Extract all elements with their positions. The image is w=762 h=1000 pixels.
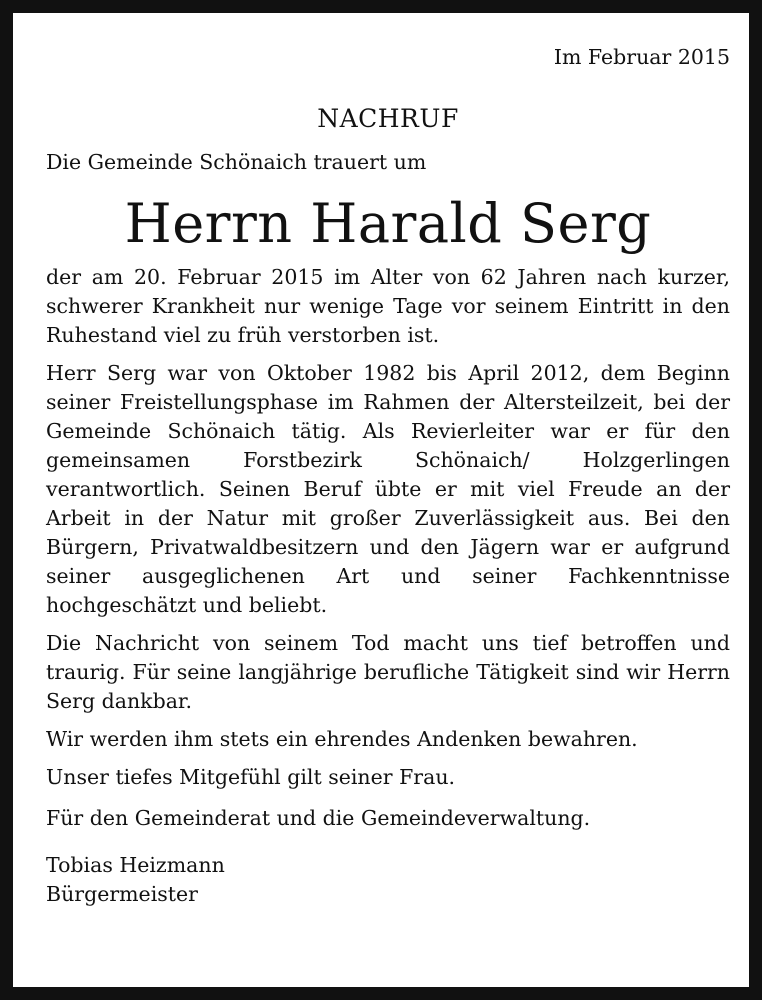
- obituary-content: [46, 43, 730, 909]
- signer-name: Tobias Heizmann: [46, 853, 225, 877]
- signer-block: [46, 851, 730, 909]
- signer-title: Bürgermeister: [46, 882, 198, 906]
- signoff-line: Für den Gemeinderat und die Gemeindeverwaltung.: [46, 806, 591, 830]
- paragraph-sympathy: Unser tiefes Mitgefühl gilt seiner Frau.: [46, 765, 456, 789]
- notice-intro: Die Gemeinde Schönaich trauert um: [46, 150, 427, 174]
- paragraph-condolence: Die Nachricht von seinem Tod macht uns tief betroffen und traurig. Für seine langjährige berufliche Tätigkeit sind wir Herrn Serg dankbar.: [46, 631, 730, 713]
- paragraph-remembrance: Wir werden ihm stets ein ehrendes Andenken bewahren.: [46, 727, 638, 751]
- notice-date: Im Februar 2015: [553, 45, 730, 69]
- paragraph-death: der am 20. Februar 2015 im Alter von 62 Jahren nach kurzer, schwerer Krankheit nur wenige Tage vor seinem Eintritt in den Ruhestand viel zu früh verstorben ist.: [46, 265, 730, 347]
- notice-heading: NACHRUF: [317, 104, 459, 133]
- paragraph-career: Herr Serg war von Oktober 1982 bis April 2012, dem Beginn seiner Freistellungsphase im Rahmen der Altersteilzeit, bei der Gemeinde Schönaich tätig. Als Revierleiter war er für den gemeinsamen Forstbezirk Schönaich/ Holzgerlingen verantwortlich. Seinen Beruf übte er mit viel Freude an der Arbeit in der Natur mit großer Zuverlässigkeit aus. Bei den Bürgern, Privatwaldbesitzern und den Jägern war er aufgrund seiner ausgeglichenen Art und seiner Fachkenntnisse hochgeschätzt und beliebt.: [46, 361, 730, 617]
- deceased-name: Herrn Harald Serg: [124, 192, 652, 255]
